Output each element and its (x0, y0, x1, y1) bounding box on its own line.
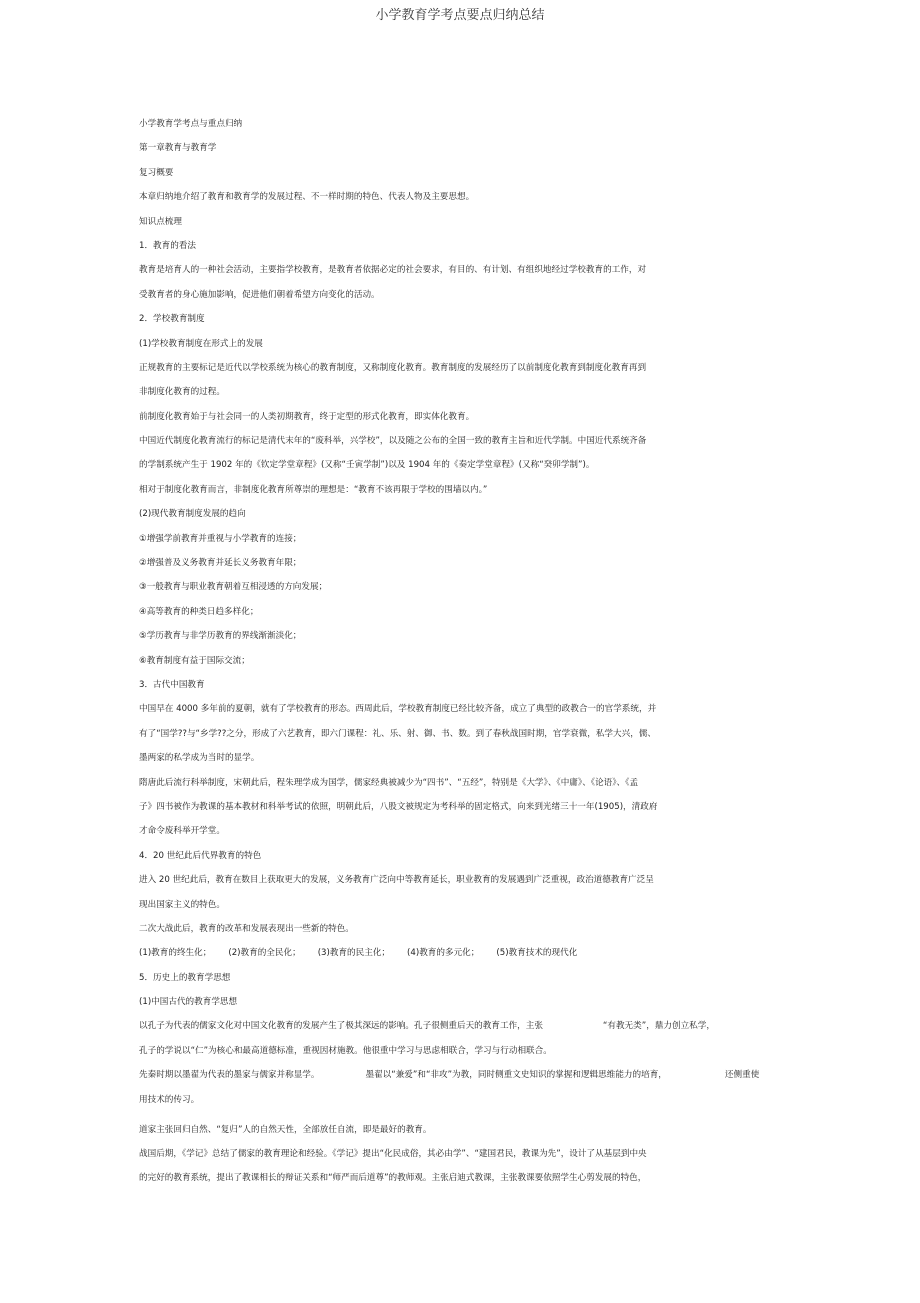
doc-title: 小学教育学考点与重点归纳 (139, 119, 243, 129)
text-segment: 还侧重使 (724, 1070, 760, 1081)
text-segment: 墨翟以“兼爱”和“非攻”为教，同时侧重文史知识的掌握和逻辑思维能力的培育， (365, 1070, 667, 1081)
paragraph-line: 用技术的传习。 (139, 1094, 200, 1105)
feature-item: (1)教育的终生化； (139, 948, 212, 959)
section-2-heading: 2．学校教育制度 (139, 314, 205, 325)
text-segment: 以孔子为代表的儒家文化对中国文化教育的发展产生了极其深远的影响。孔子很侧重后天的教育工作，主张 (139, 1021, 543, 1032)
list-item: ①增强学前教育并重视与小学教育的连接； (139, 533, 302, 544)
page-header-title: 小学教育学考点要点归纳总结 (375, 8, 545, 23)
text-segment: 先秦时期以墨翟为代表的墨家与儒家并称显学。 (139, 1070, 320, 1081)
paragraph-line: 非制度化教育的过程。 (139, 387, 225, 398)
subsection-heading: (1)学校教育制度在形式上的发展 (139, 338, 263, 349)
list-item: ②增强普及义务教育并延长义务教育年限； (139, 558, 302, 569)
paragraph-line: 子》四书被作为教课的基本教材和科举考试的依照，明朝此后，八股文被规定为考科举的固定格式，向来到光绪三十一年(1905)，清政府 (139, 801, 658, 812)
feature-item: (4)教育的多元化； (407, 948, 480, 959)
paragraph-line: 正规教育的主要标记是近代以学校系统为核心的教育制度，又称制度化教育。教育制度的发展经历了以前制度化教育到制度化教育再到 (139, 362, 647, 373)
document-body (139, 116, 789, 1195)
subsection-heading: (1)中国古代的教育学思想 (139, 997, 238, 1008)
paragraph-line: 孔子的学说以“仁”为核心和最高道德标准，重视因材施教。他很重中学习与思虑相联合，学习与行动相联合。 (139, 1045, 552, 1056)
paragraph-line: 的学制系统产生于 1902 年的《钦定学堂章程》(又称“壬寅学制”)以及 1904 年的《奏定学堂章程》(又称“癸卯学制”)。 (139, 460, 595, 471)
paragraph-line: 中国早在 4000 多年前的夏朝，就有了学校教育的形态。西周此后，学校教育制度已经比较齐备，成立了典型的政教合一的官学系统，并 (139, 704, 657, 715)
section-5-heading: 5．历史上的教育学思想 (139, 972, 231, 983)
section-4-heading: 4．20 世纪此后代界教育的特色 (139, 850, 262, 861)
text-segment: “有教无类”，鼎力创立私学， (602, 1021, 715, 1032)
paragraph-line: 道家主张回归自然、“复归”人的自然天性，全部放任自流，即是最好的教育。 (139, 1124, 432, 1135)
paragraph-line: 受教育者的身心施加影响，促进他们朝着希望方向变化的活动。 (139, 289, 380, 300)
paragraph-line: 有了“国学??与“乡学??之分，形成了六艺教育，即六门课程：礼、乐、射、御、书、数。到了春秋战国时期，官学衰微，私学大兴，儒、 (139, 728, 656, 739)
feature-item: (3)教育的民主化； (317, 948, 391, 959)
list-item: ⑤学历教育与非学历教育的界线渐渐淡化； (139, 631, 302, 642)
subsection-heading: (2)现代教育制度发展的趋向 (139, 509, 246, 520)
paragraph-line (139, 1067, 789, 1091)
paragraph-line: 墨两家的私学成为当时的显学。 (139, 753, 260, 764)
section-1-heading: 1．教育的看法 (139, 240, 197, 251)
paragraph-line: 中国近代制度化教育流行的标记是清代末年的“废科举，兴学校”，以及随之公布的全国一致的教育主旨和近代学制。中国近代系统齐备 (139, 436, 647, 447)
paragraph-line: 战国后期，《学记》总结了儒家的教育理论和经验。《学记》提出“化民成俗，其必由学”、“建国君民，教课为先”，设计了从基层到中央 (139, 1149, 647, 1160)
feature-item: (5)教育技术的现代化 (496, 948, 578, 959)
paragraph-line: 二次大战此后，教育的改革和发展表现出一些新的特色。 (139, 923, 354, 934)
paragraph-line (139, 1018, 789, 1042)
review-heading: 复习概要 (139, 167, 174, 178)
paragraph-line: 前制度化教育始于与社会同一的人类初期教育，终于定型的形式化教育，即实体化教育。 (139, 411, 475, 422)
paragraph-line: 教育是培育人的一种社会活动，主要指学校教育，是教育者依据必定的社会要求，有目的、有计划、有组织地经过学校教育的工作，对 (139, 265, 647, 276)
review-summary: 本章归纳地介绍了教育和教育学的发展过程、不一样时期的特色、代表人物及主要思想。 (139, 192, 475, 203)
paragraph-line: 隋唐此后流行科举制度，宋朝此后，程朱理学成为国学，儒家经典被减少为“四书”、“五经”，特别是《大学》、《中庸》、《论语》、《孟 (139, 777, 639, 788)
paragraph-line: 的完好的教育系统，提出了教课相长的辩证关系和“师严而后道尊”的教师观。主张启迪式教课，主张教课要依照学生心剪发展的特色， (139, 1173, 647, 1184)
knowledge-heading: 知识点梳理 (139, 216, 182, 227)
list-item: ③一般教育与职业教育朝着互相浸透的方向发展； (139, 582, 328, 593)
paragraph-line: 才命令废科举开学堂。 (139, 826, 225, 837)
paragraph-line: 现出国家主义的特色。 (139, 899, 225, 910)
chapter-title: 第一章教育与教育学 (139, 143, 217, 154)
list-item: ⑥教育制度有益于国际交流； (139, 655, 250, 666)
feature-item: (2)教育的全民化； (228, 948, 301, 959)
paragraph-line: 相对于制度化教育而言，非制度化教育所尊崇的理想是：“教育不该再限于学校的围墙以内。” (139, 484, 488, 495)
list-item: ④高等教育的种类日趋多样化； (139, 606, 259, 617)
features-row (139, 945, 789, 969)
paragraph-line: 进入 20 世纪此后，教育在数目上获取更大的发展，义务教育广泛向中等教育延长，职业教育的发展遇到广泛重视，政治道德教育广泛呈 (139, 875, 654, 886)
section-3-heading: 3．古代中国教育 (139, 679, 205, 690)
